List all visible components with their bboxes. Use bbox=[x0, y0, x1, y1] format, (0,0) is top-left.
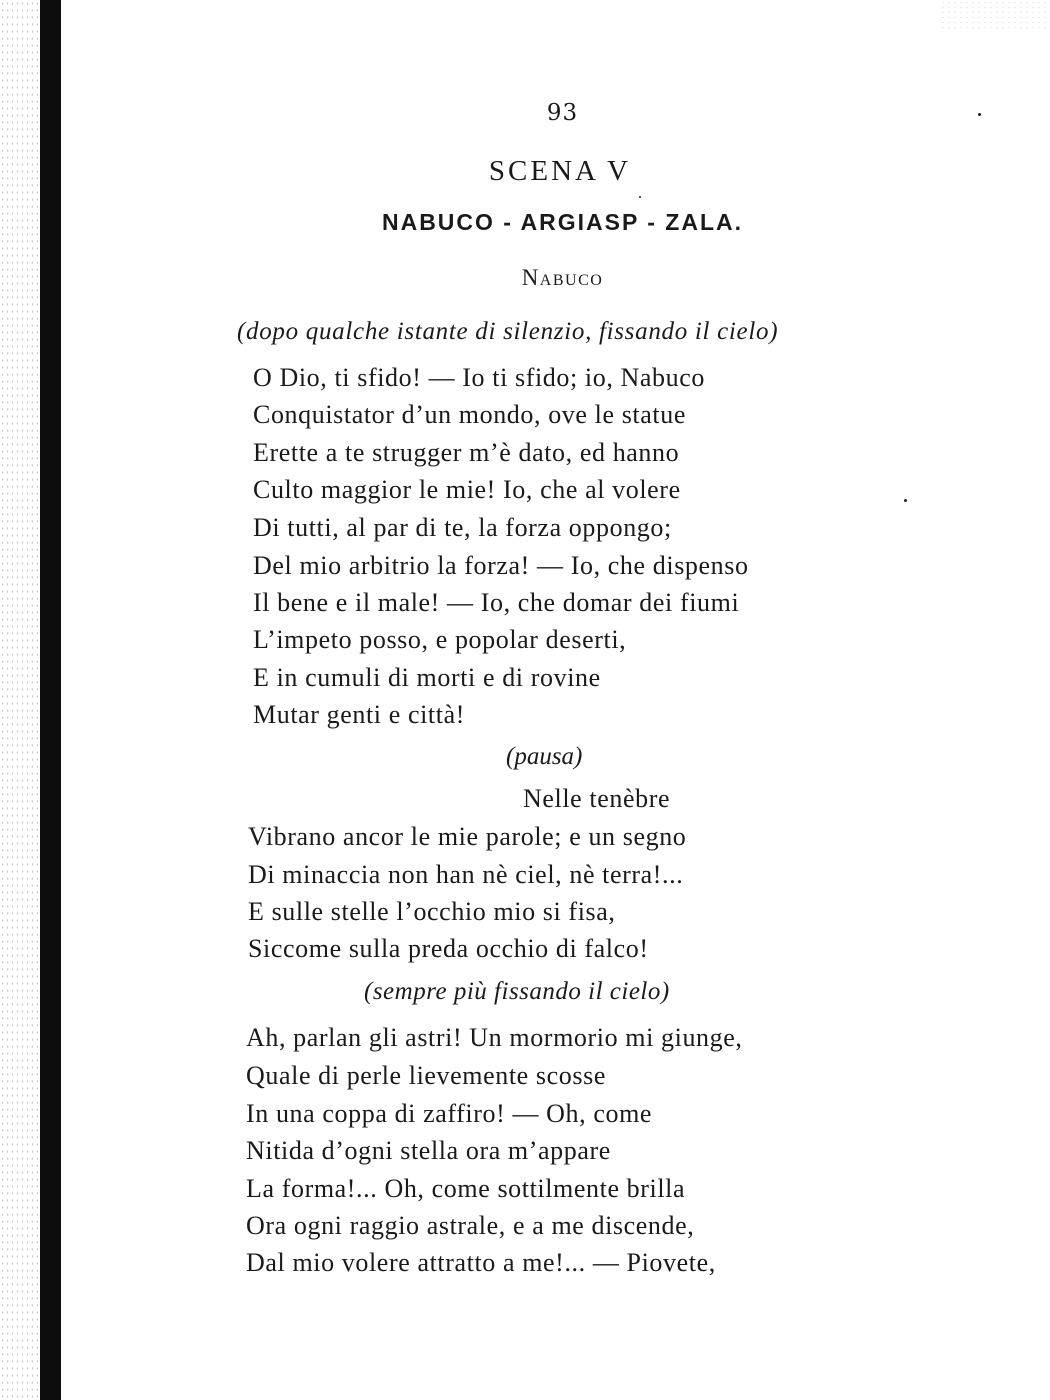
verse-line: Erette a te strugger m’è dato, ed hanno bbox=[253, 438, 680, 467]
scene-title: SCENA V bbox=[488, 155, 632, 187]
page-number: 93 bbox=[546, 100, 579, 126]
verse-line: Di minaccia non han nè ciel, nè terra!... bbox=[248, 860, 684, 889]
verse-line: Vibrano ancor le mie parole; e un segno bbox=[248, 822, 687, 851]
verse-line: Culto maggior le mie! Io, che al volere bbox=[253, 475, 681, 504]
verse-line: Nitida d’ogni stella ora m’appare bbox=[246, 1136, 611, 1165]
verse-line: La forma!... Oh, come sottilmente brilla bbox=[246, 1174, 686, 1203]
characters-line: NABUCO - ARGIASP - ZALA. bbox=[381, 209, 744, 235]
verse-line: Il bene e il male! — Io, che domar dei fiumi bbox=[253, 588, 740, 617]
verse-line: Nelle tenèbre bbox=[523, 784, 671, 813]
verse-line: In una coppa di zaffiro! — Oh, come bbox=[246, 1099, 653, 1128]
verse-line: Di tutti, al par di te, la forza oppongo; bbox=[253, 513, 672, 542]
verse-line: Conquistator d’un mondo, ove le statue bbox=[253, 400, 686, 429]
stage-direction-pause: (pausa) bbox=[506, 743, 583, 770]
verse-line: Ah, parlan gli astri! Un mormorio mi giunge, bbox=[246, 1023, 743, 1052]
verse-line: Dal mio volere attratto a me!... — Piovete, bbox=[246, 1248, 716, 1277]
verse-line: Del mio arbitrio la forza! — Io, che dispenso bbox=[253, 551, 749, 580]
ink-speck bbox=[639, 196, 641, 198]
verse-line: L’impeto posso, e popolar deserti, bbox=[253, 625, 627, 654]
speaker-name: Nabuco bbox=[521, 265, 604, 290]
verse-line: E sulle stelle l’occhio mio si fisa, bbox=[248, 897, 616, 926]
verse-line: Mutar genti e città! bbox=[253, 700, 465, 729]
verse-line: Siccome sulla preda occhio di falco! bbox=[248, 934, 649, 963]
corner-stipple bbox=[940, 0, 1050, 30]
stage-direction: (dopo qualche istante di silenzio, fissando il cielo) bbox=[237, 318, 779, 345]
verse-line: Quale di perle lievemente scosse bbox=[246, 1061, 606, 1090]
verse-line: Ora ogni raggio astrale, e a me discende, bbox=[246, 1211, 695, 1240]
verse-line: O Dio, ti sfido! — Io ti sfido; io, Nabuco bbox=[253, 363, 705, 392]
verse-line: E in cumuli di morti e di rovine bbox=[253, 663, 601, 692]
ink-speck bbox=[904, 499, 907, 502]
stage-direction: (sempre più fissando il cielo) bbox=[364, 978, 670, 1005]
